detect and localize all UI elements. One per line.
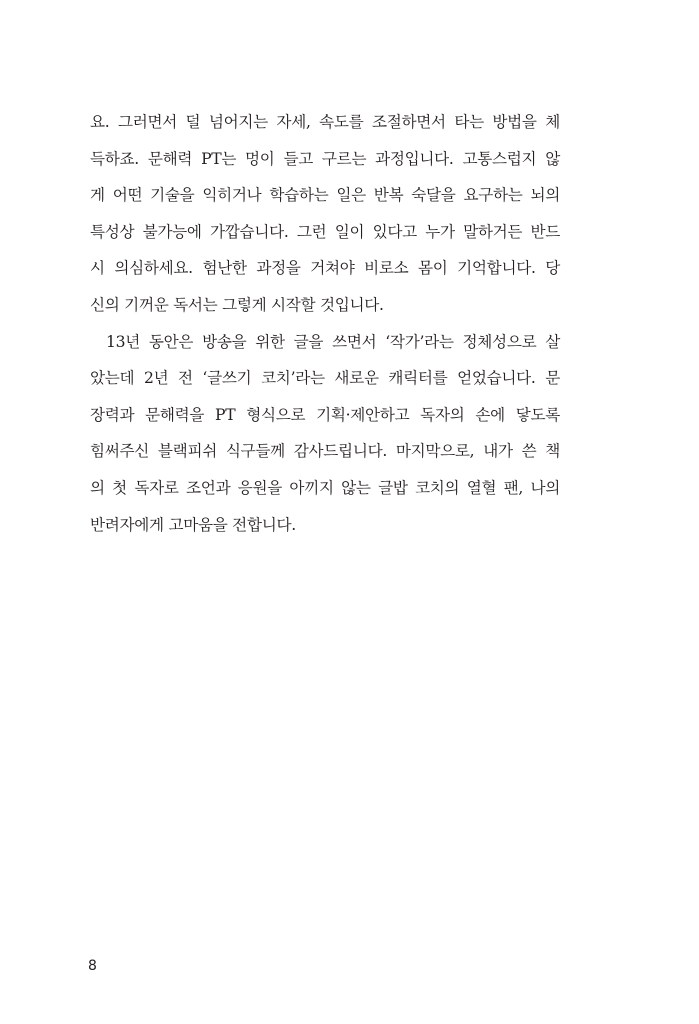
- text-line: 의 첫 독자로 조언과 응원을 아끼지 않는 글밥 코치의 열혈 팬, 나의: [90, 478, 560, 497]
- text-line: 신의 기꺼운 독서는 그렇게 시작할 것입니다.: [90, 295, 384, 314]
- text-line: 요. 그러면서 덜 넘어지는 자세, 속도를 조절하면서 타는 방법을 체: [90, 113, 560, 131]
- text-line: 장력과 문해력을 PT 형식으로 기획·제안하고 독자의 손에 닿도록: [90, 405, 560, 424]
- text-line: 게 어떤 기술을 익히거나 학습하는 일은 반복 숙달을 요구하는 뇌의: [90, 186, 560, 205]
- page-number: 8: [88, 958, 97, 974]
- paragraph-1: [90, 104, 560, 324]
- text-line: 특성상 불가능에 가깝습니다. 그런 일이 있다고 누가 말하거든 반드: [90, 222, 560, 241]
- text-line: 득하죠. 문해력 PT는 멍이 들고 구르는 과정입니다. 고통스럽지 않: [90, 149, 560, 168]
- paragraph-2: [90, 324, 560, 544]
- text-line: 았는데 2년 전 ‘글쓰기 코치’라는 새로운 캐릭터를 얻었습니다. 문: [90, 369, 560, 388]
- body-text: [90, 104, 560, 543]
- text-line: 시 의심하세요. 험난한 과정을 거쳐야 비로소 몸이 기억합니다. 당: [90, 259, 560, 278]
- text-line: 반려자에게 고마움을 전합니다.: [90, 515, 296, 534]
- text-line: 힘써주신 블랙피쉬 식구들께 감사드립니다. 마지막으로, 내가 쓴 책: [90, 442, 560, 461]
- text-line: 13년 동안은 방송을 위한 글을 쓰면서 ‘작가’라는 정체성으로 살: [106, 332, 560, 351]
